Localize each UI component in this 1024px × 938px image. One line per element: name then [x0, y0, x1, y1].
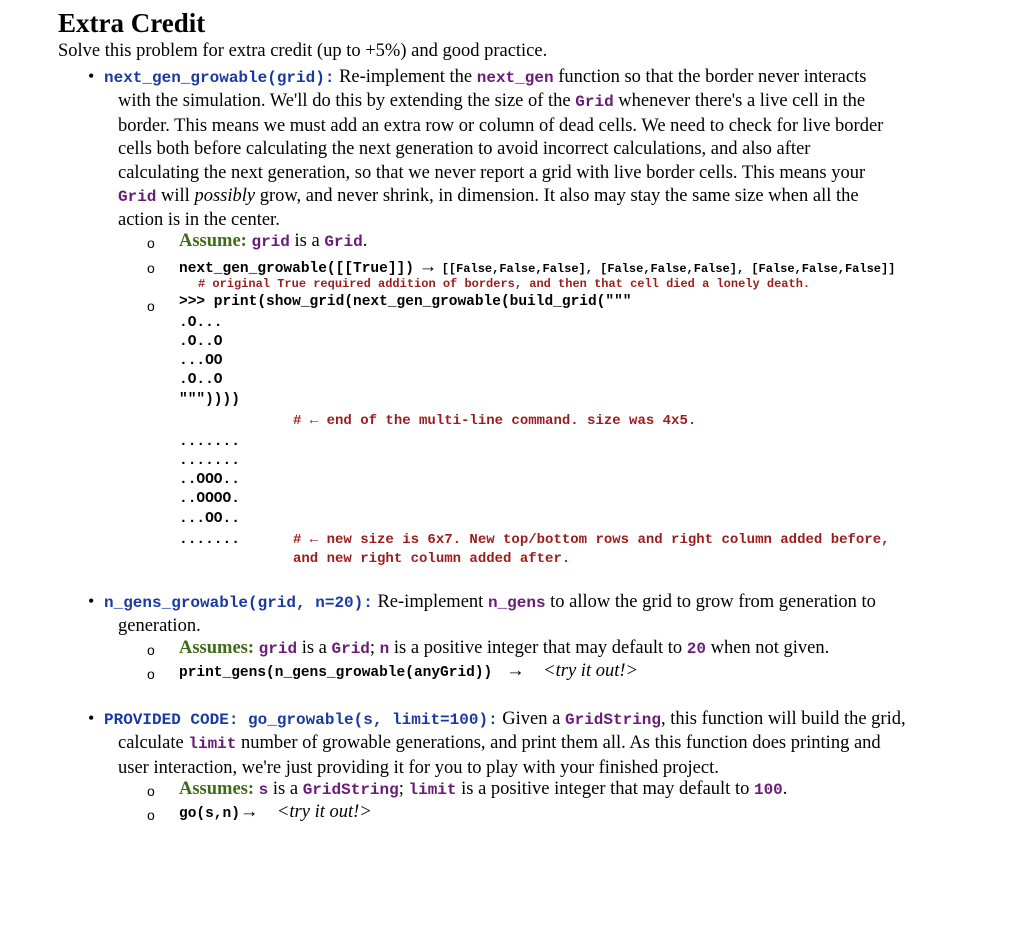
bullet-2: •	[88, 591, 95, 611]
output-row: ..OOO..	[179, 472, 240, 488]
item3-signature: PROVIDED CODE: go_growable(s, limit=100):	[104, 711, 498, 729]
sub-bullet: o	[147, 807, 155, 823]
sub-bullet: o	[147, 298, 155, 314]
item2-description: n_gens_growable(grid, n=20): Re-implement n_gens to allow the grid to grow from generation to generation.	[104, 592, 876, 637]
input-end: """))))	[179, 392, 240, 408]
intro-text: Solve this problem for extra credit (up to +5%) and good practice.	[58, 41, 548, 61]
sub-bullet: o	[147, 642, 155, 658]
sub-bullet: o	[147, 783, 155, 799]
input-row: .O...	[179, 315, 223, 331]
item1-signature: next_gen_growable(grid):	[104, 69, 335, 87]
item2-example: print_gens(n_gens_growable(anyGrid)) → <try it out!>	[179, 661, 638, 681]
input-row: ...OO	[179, 353, 223, 369]
output-row: .......	[179, 453, 240, 469]
comment-size-4x5: # ← end of the multi-line command. size was 4x5.	[293, 413, 697, 429]
comment-size-6x7-cont: and new right column added after.	[293, 551, 571, 567]
page-title: Extra Credit	[58, 8, 206, 38]
item3-example: go(s,n)→ <try it out!>	[179, 802, 372, 822]
item3-description: PROVIDED CODE: go_growable(s, limit=100): Given a GridString, this function will build the grid, calculate limit number of growable generations, and print them all. As this function does printing and user interaction, we're just providing it for you to play with your finished project.	[104, 709, 906, 778]
item2-assumes: Assumes: grid is a Grid; n is a positive integer that may default to 20 when not given.	[179, 638, 830, 658]
sub-bullet: o	[147, 260, 155, 276]
item3-assumes: Assumes: s is a GridString; limit is a positive integer that may default to 100.	[179, 779, 788, 799]
item1-description: next_gen_growable(grid): Re-implement the next_gen function so that the border never interacts with the simulation. We'll do this by extending the size of the Grid whenever there's a live cell in the border. This means we must add an extra row or column of dead cells. We need to check for live border cells both before calculating the next generation to avoid incorrect calculations, and also after calculating the next generation, so that we never report a grid with live border cells. This means your Grid will possibly grow, and never shrink, in dimension. It also may stay the same size when all the action is in the center.	[104, 67, 884, 231]
item2-signature: n_gens_growable(grid, n=20):	[104, 594, 373, 612]
comment-size-6x7: # ← new size is 6x7. New top/bottom rows and right column added before,	[293, 532, 890, 548]
output-row: .......	[179, 434, 240, 450]
item1-assume: Assume: grid is a Grid.	[179, 231, 368, 251]
item1-example1: next_gen_growable([[True]]) → [[False,False,False], [False,False,False], [False,False,False]]	[179, 257, 896, 277]
item1-example1-comment: # original True required addition of borders, and then that cell died a lonely death.	[198, 277, 811, 291]
output-row: ..OOOO.	[179, 491, 240, 507]
bullet-1: •	[88, 66, 95, 86]
output-row: .......	[179, 532, 240, 548]
sub-bullet: o	[147, 235, 155, 251]
bullet-3: •	[88, 708, 95, 728]
input-row: .O..O	[179, 334, 223, 350]
output-row: ...OO..	[179, 511, 240, 527]
input-row: .O..O	[179, 372, 223, 388]
sub-bullet: o	[147, 666, 155, 682]
item1-example2-call: >>> print(show_grid(next_gen_growable(build_grid("""	[179, 294, 632, 310]
